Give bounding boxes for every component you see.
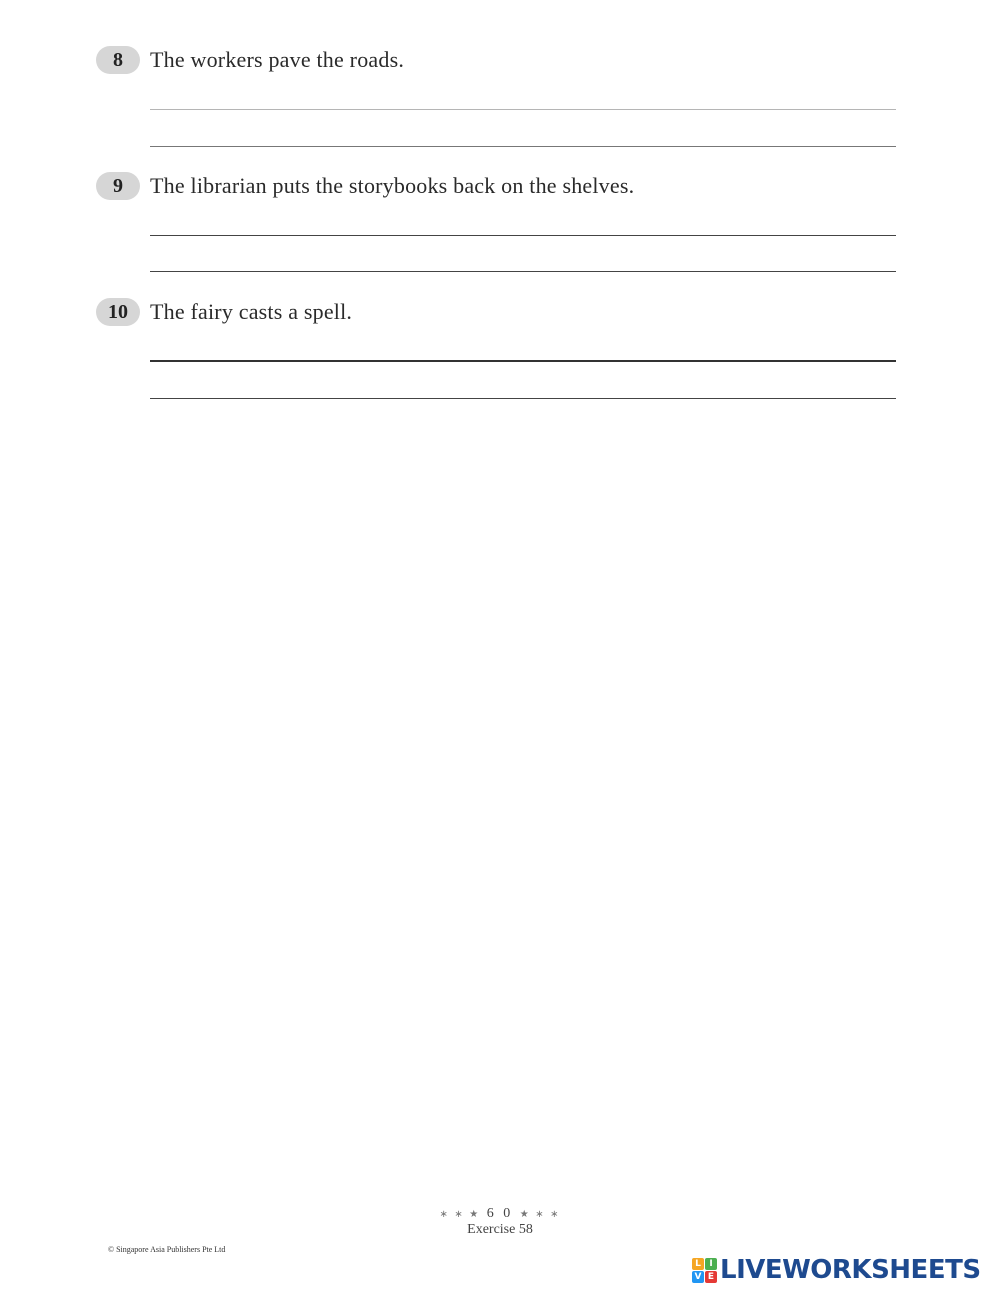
answer-line[interactable]: [150, 146, 896, 147]
answer-line[interactable]: [150, 398, 896, 399]
question-number-badge: 9: [96, 172, 140, 200]
question-text: The fairy casts a spell.: [150, 299, 353, 324]
logo-cell: L: [692, 1258, 704, 1270]
question-9: [96, 172, 896, 200]
page-number: [0, 1206, 1000, 1222]
logo-cell: E: [705, 1271, 717, 1283]
question-text: The librarian puts the storybooks back on the shelves.: [150, 173, 635, 198]
logo-text: LIVEWORKSHEETS: [720, 1255, 981, 1285]
answer-line[interactable]: [150, 109, 896, 110]
question-8: [96, 46, 896, 74]
question-number-badge: 10: [96, 298, 140, 326]
page-number-value: 6 0: [486, 1206, 514, 1221]
liveworksheets-logo: [692, 1255, 981, 1285]
answer-line[interactable]: [150, 271, 896, 272]
logo-cell: I: [705, 1258, 717, 1270]
answer-line[interactable]: [150, 360, 896, 362]
question-10: [96, 298, 896, 326]
decorative-stars-left: ∗ ∗ ★: [439, 1209, 481, 1220]
decorative-stars-right: ★ ∗ ∗: [519, 1209, 561, 1220]
question-number-badge: 8: [96, 46, 140, 74]
question-text: The workers pave the roads.: [150, 47, 405, 72]
logo-grid-icon: [692, 1258, 717, 1283]
logo-cell: V: [692, 1271, 704, 1283]
copyright-notice: © Singapore Asia Publishers Pte Ltd: [108, 1245, 226, 1254]
answer-line[interactable]: [150, 235, 896, 236]
exercise-label: Exercise 58: [467, 1222, 533, 1237]
